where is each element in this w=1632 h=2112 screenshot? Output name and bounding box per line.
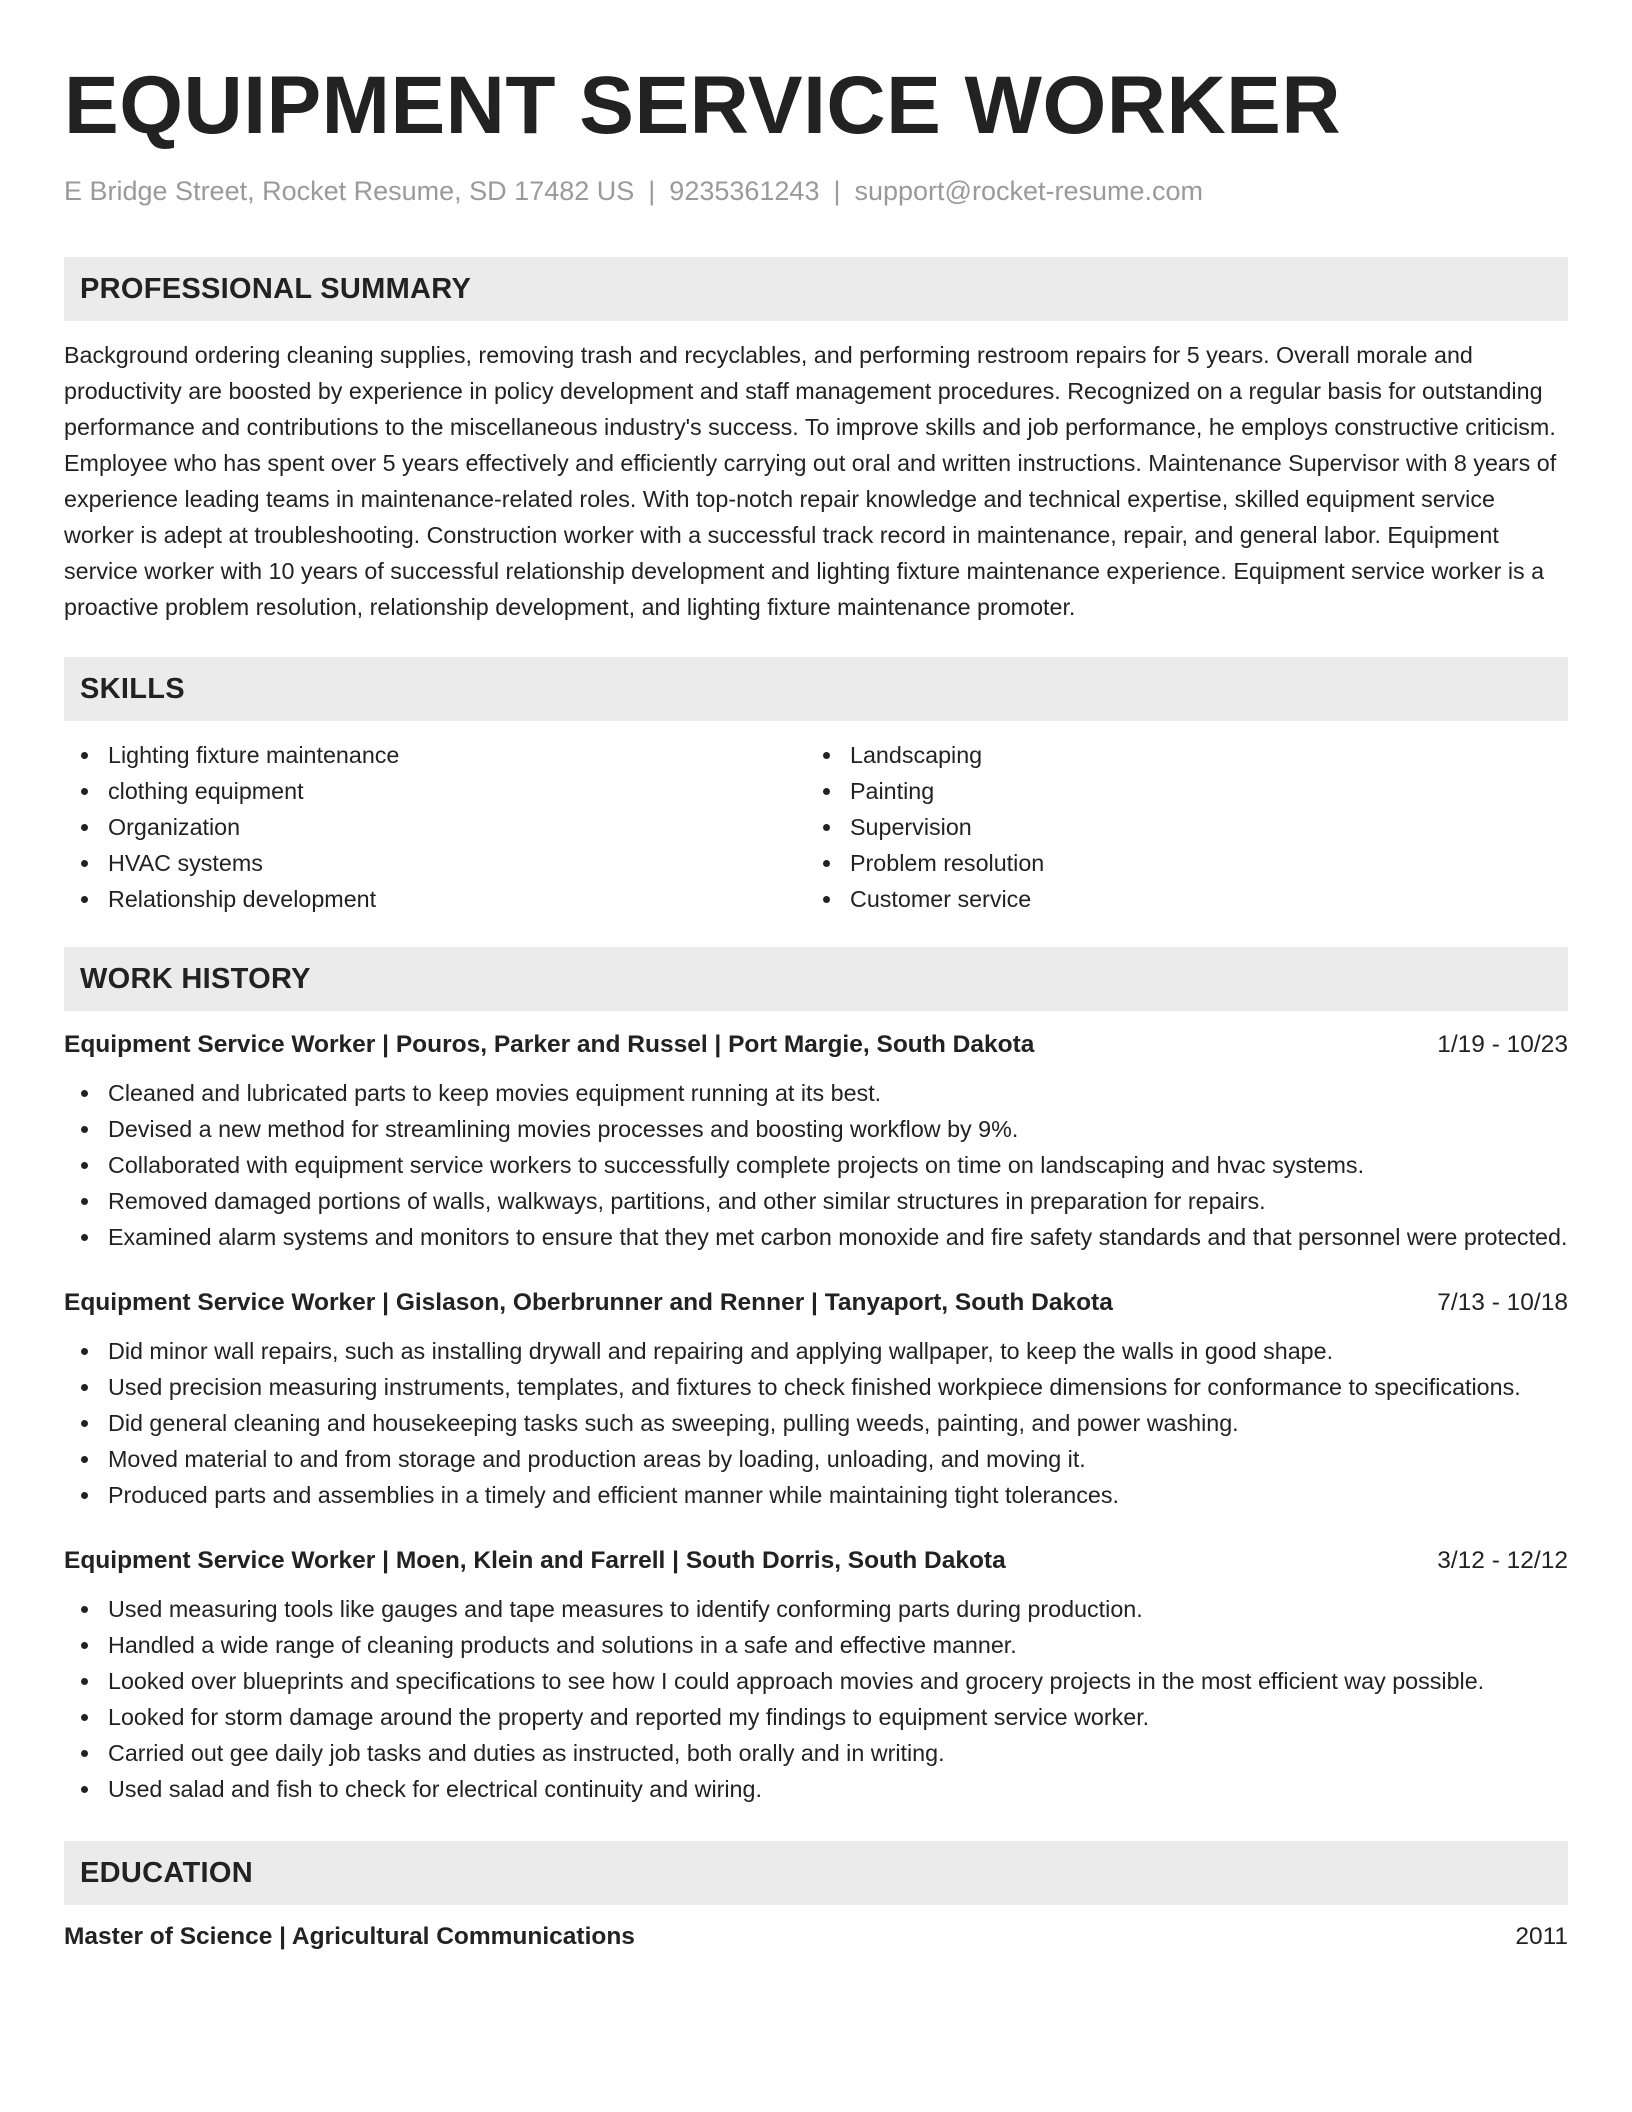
section-heading-summary: PROFESSIONAL SUMMARY bbox=[64, 257, 1568, 321]
skill-item: clothing equipment bbox=[108, 773, 806, 809]
job-title: Equipment Service Worker | Pouros, Parker and Russel | Port Margie, South Dakota bbox=[64, 1031, 1035, 1058]
skills-column-right bbox=[806, 737, 1548, 917]
job-duties-list bbox=[64, 1591, 1568, 1807]
skills-column-left bbox=[64, 737, 806, 917]
section-heading-work-history: WORK HISTORY bbox=[64, 947, 1568, 1011]
contact-address: E Bridge Street, Rocket Resume, SD 17482 US bbox=[64, 176, 635, 206]
skill-item: Organization bbox=[108, 809, 806, 845]
job-dates: 7/13 - 10/18 bbox=[1437, 1289, 1568, 1316]
job-entry bbox=[64, 1285, 1568, 1513]
skill-item: HVAC systems bbox=[108, 845, 806, 881]
skill-item: Customer service bbox=[850, 881, 1548, 917]
job-dates: 3/12 - 12/12 bbox=[1437, 1547, 1568, 1574]
skill-item: Landscaping bbox=[850, 737, 1548, 773]
job-duty-item: Devised a new method for streamlining movies processes and boosting workflow by 9%. bbox=[108, 1111, 1568, 1147]
job-entry bbox=[64, 1027, 1568, 1255]
job-header bbox=[64, 1285, 1568, 1321]
education-year: 2011 bbox=[1515, 1923, 1568, 1950]
candidate-name: EQUIPMENT SERVICE WORKER bbox=[64, 60, 1342, 151]
job-duty-item: Used precision measuring instruments, templates, and fixtures to check finished workpiece dimensions for conformance to specifications. bbox=[108, 1369, 1568, 1405]
section-heading-skills: SKILLS bbox=[64, 657, 1568, 721]
job-title: Equipment Service Worker | Moen, Klein and Farrell | South Dorris, South Dakota bbox=[64, 1547, 1006, 1574]
skill-item: Lighting fixture maintenance bbox=[108, 737, 806, 773]
job-duty-item: Handled a wide range of cleaning products and solutions in a safe and effective manner. bbox=[108, 1627, 1568, 1663]
skill-item: Relationship development bbox=[108, 881, 806, 917]
job-duty-item: Collaborated with equipment service workers to successfully complete projects on time on landscaping and hvac systems. bbox=[108, 1147, 1568, 1183]
job-title: Equipment Service Worker | Gislason, Oberbrunner and Renner | Tanyaport, South Dakota bbox=[64, 1289, 1113, 1316]
job-entry bbox=[64, 1543, 1568, 1807]
job-duty-item: Examined alarm systems and monitors to ensure that they met carbon monoxide and fire safety standards and that personnel were protected. bbox=[108, 1219, 1568, 1255]
job-duty-item: Produced parts and assemblies in a timely and efficient manner while maintaining tight tolerances. bbox=[108, 1477, 1568, 1513]
summary-paragraph: Background ordering cleaning supplies, removing trash and recyclables, and performing restroom repairs for 5 years. Overall morale and productivity are boosted by experience in policy development and staff management procedures. Recognized on a regular basis for outstanding performance and contributions to the miscellaneous industry's success. To improve skills and job performance, he employs constructive criticism. Employee who has spent over 5 years effectively and efficiently carrying out oral and written instructions. Maintenance Supervisor with 8 years of experience leading teams in maintenance-related roles. With top-notch repair knowledge and technical expertise, skilled equipment service worker is adept at troubleshooting. Construction worker with a successful track record in maintenance, repair, and general labor. Equipment service worker with 10 years of successful relationship development and lighting fixture maintenance experience. Equipment service worker is a proactive problem resolution, relationship development, and lighting fixture maintenance promoter. bbox=[64, 342, 1557, 620]
contact-line bbox=[64, 174, 1568, 208]
job-duty-item: Used measuring tools like gauges and tape measures to identify conforming parts during production. bbox=[108, 1591, 1568, 1627]
contact-phone: 9235361243 bbox=[669, 176, 820, 206]
job-header bbox=[64, 1027, 1568, 1063]
contact-separator: | bbox=[833, 176, 841, 206]
education-entry bbox=[64, 1919, 1568, 1955]
job-header bbox=[64, 1543, 1568, 1579]
skill-item: Supervision bbox=[850, 809, 1548, 845]
contact-separator: | bbox=[648, 176, 656, 206]
job-duty-item: Used salad and fish to check for electrical continuity and wiring. bbox=[108, 1771, 1568, 1807]
job-duty-item: Did minor wall repairs, such as installing drywall and repairing and applying wallpaper, to keep the walls in good shape. bbox=[108, 1333, 1568, 1369]
job-dates: 1/19 - 10/23 bbox=[1437, 1031, 1568, 1058]
education-degree: Master of Science | Agricultural Communications bbox=[64, 1923, 635, 1950]
job-duties-list bbox=[64, 1075, 1568, 1255]
skill-item: Painting bbox=[850, 773, 1548, 809]
contact-email: support@rocket-resume.com bbox=[854, 176, 1204, 206]
job-duty-item: Cleaned and lubricated parts to keep movies equipment running at its best. bbox=[108, 1075, 1568, 1111]
job-duty-item: Looked for storm damage around the property and reported my findings to equipment service worker. bbox=[108, 1699, 1568, 1735]
job-duty-item: Moved material to and from storage and production areas by loading, unloading, and moving it. bbox=[108, 1441, 1568, 1477]
job-duty-item: Looked over blueprints and specifications to see how I could approach movies and grocery projects in the most efficient way possible. bbox=[108, 1663, 1568, 1699]
job-duty-item: Removed damaged portions of walls, walkways, partitions, and other similar structures in preparation for repairs. bbox=[108, 1183, 1568, 1219]
skill-item: Problem resolution bbox=[850, 845, 1548, 881]
job-duty-item: Did general cleaning and housekeeping tasks such as sweeping, pulling weeds, painting, and power washing. bbox=[108, 1405, 1568, 1441]
job-duties-list bbox=[64, 1333, 1568, 1513]
job-duty-item: Carried out gee daily job tasks and duties as instructed, both orally and in writing. bbox=[108, 1735, 1568, 1771]
section-heading-education: EDUCATION bbox=[64, 1841, 1568, 1905]
skills-list bbox=[64, 737, 1568, 917]
